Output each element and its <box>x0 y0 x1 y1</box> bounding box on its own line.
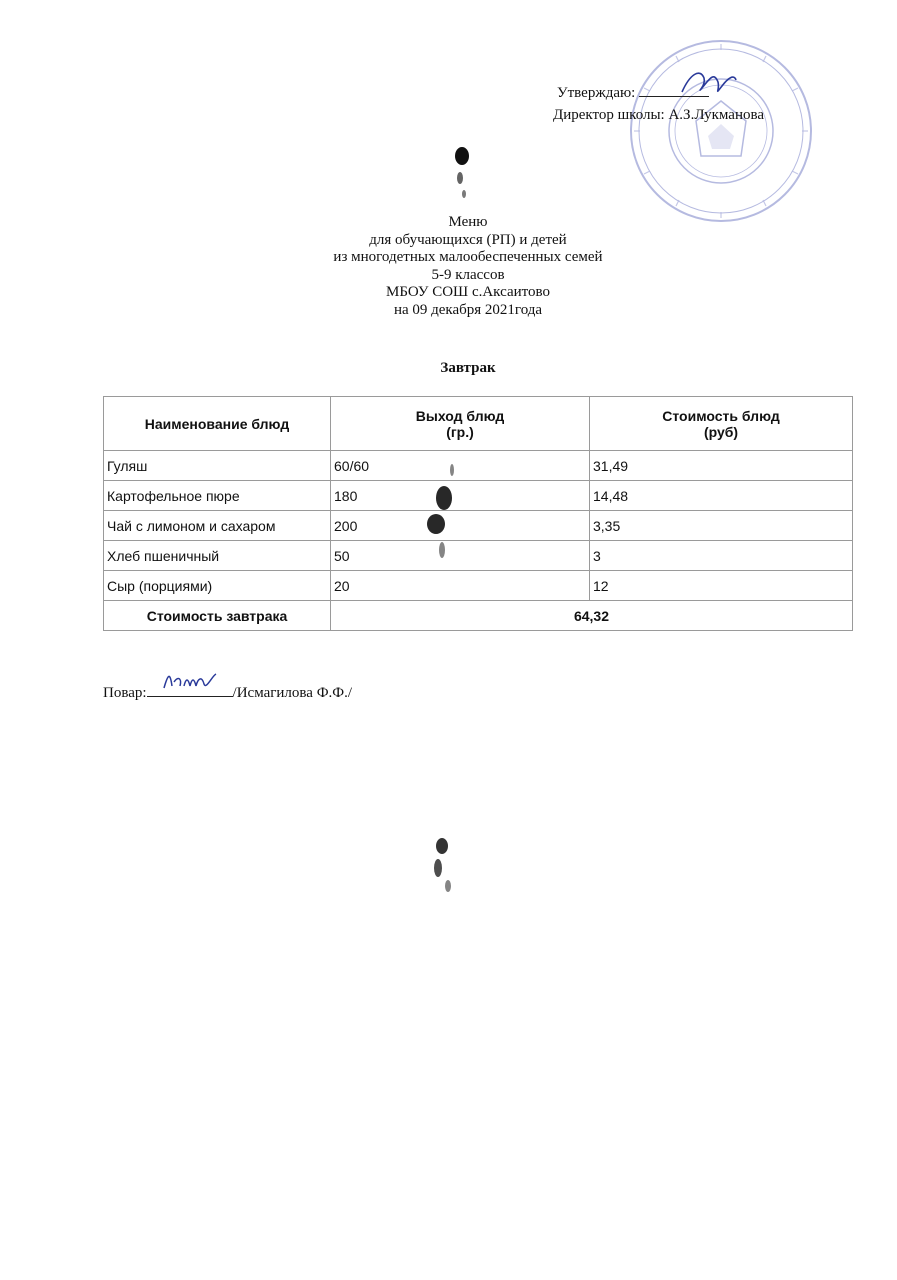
cook-signature-line <box>147 682 233 697</box>
cook-line <box>103 682 352 702</box>
header-yield-line1: Выход блюд <box>415 407 505 424</box>
approval-signature-line <box>639 82 709 97</box>
cook-name: /Исмагилова Ф.Ф./ <box>232 685 353 701</box>
dish-yield: 20 <box>331 571 590 601</box>
dish-cost: 14,48 <box>590 481 853 511</box>
title-line-3: из многодетных малообеспеченных семей <box>333 249 603 265</box>
table-row <box>104 511 853 541</box>
header-cost-line2: (руб) <box>703 423 739 440</box>
title-line-1: Меню <box>448 214 488 230</box>
total-label: Стоимость завтрака <box>104 601 331 631</box>
dish-yield: 50 <box>331 541 590 571</box>
total-value: 64,32 <box>331 601 853 631</box>
table-row <box>104 451 853 481</box>
dish-name: Гуляш <box>104 451 331 481</box>
dish-cost: 31,49 <box>590 451 853 481</box>
header-cost <box>590 397 853 451</box>
title-line-5: МБОУ СОШ с.Аксаитово <box>386 284 550 300</box>
header-name-text: Наименование блюд <box>144 415 290 432</box>
header-yield <box>331 397 590 451</box>
dish-yield: 180 <box>331 481 590 511</box>
dish-cost: 3,35 <box>590 511 853 541</box>
header-yield-line2: (гр.) <box>446 423 474 440</box>
cook-label: Повар: <box>103 685 147 701</box>
dish-cost: 12 <box>590 571 853 601</box>
table-row <box>104 481 853 511</box>
menu-table <box>103 396 853 631</box>
approve-label: Утверждаю: <box>557 85 636 101</box>
ink-smudge-table <box>422 450 468 580</box>
table-row <box>104 571 853 601</box>
section-title: Завтрак <box>440 360 496 376</box>
title-line-2: для обучающихся (РП) и детей <box>369 231 567 248</box>
document-title <box>0 214 897 319</box>
dish-yield: 200 <box>331 511 590 541</box>
ink-smudge-bottom <box>426 832 462 898</box>
title-line-4: 5-9 классов <box>431 266 505 283</box>
header-name <box>104 397 331 451</box>
dish-name: Сыр (порциями) <box>104 571 331 601</box>
dish-name: Хлеб пшеничный <box>104 541 331 571</box>
dish-name: Картофельное пюре <box>104 481 331 511</box>
table-header-row <box>104 397 853 451</box>
director-line: Директор школы: А.З.Лукманова <box>553 107 765 123</box>
dish-cost: 3 <box>590 541 853 571</box>
ink-smudge-top <box>446 146 476 206</box>
header-cost-line1: Стоимость блюд <box>662 407 780 424</box>
dish-yield: 60/60 <box>331 451 590 481</box>
title-line-6: на 09 декабря 2021года <box>393 301 543 318</box>
total-row <box>104 601 853 631</box>
approval-block <box>553 82 764 126</box>
table-row <box>104 541 853 571</box>
dish-name: Чай с лимоном и сахаром <box>104 511 331 541</box>
